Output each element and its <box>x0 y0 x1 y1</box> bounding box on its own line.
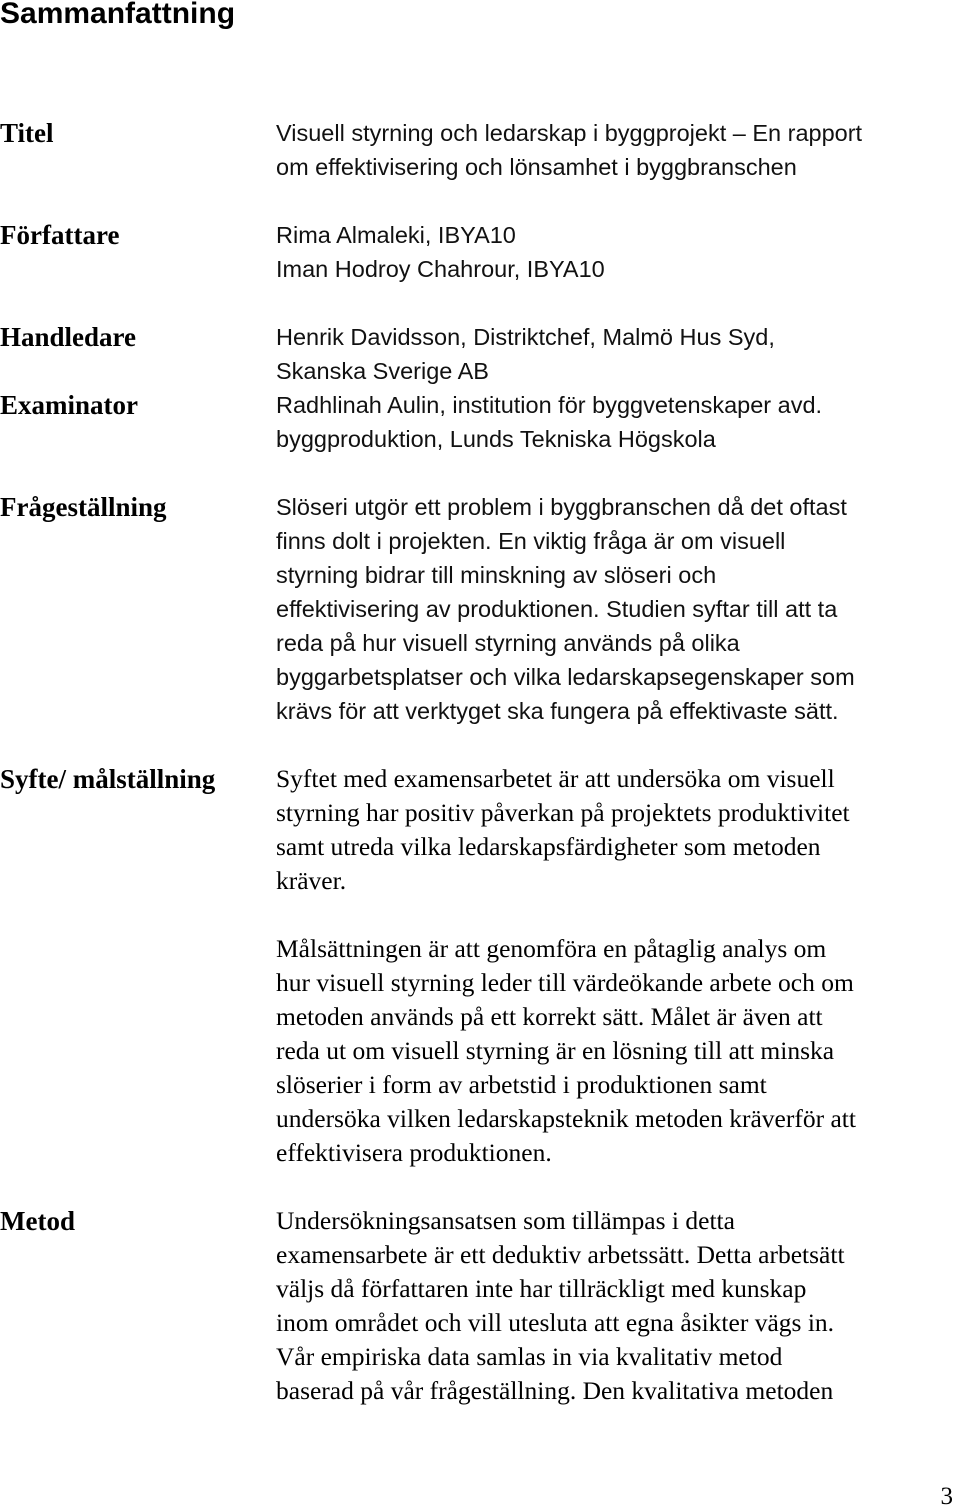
value-handledare <box>276 320 775 388</box>
value-metod <box>276 1204 845 1408</box>
value-fragestallning <box>276 490 855 728</box>
value-line: Radhlinah Aulin, institution för byggvetenskaper avd. <box>276 392 823 418</box>
value-line: Rima Almaleki, IBYA10 <box>276 222 516 248</box>
value-line: effektivisering av produktionen. Studien syftar till att ta <box>276 596 838 622</box>
label-forfattare: Författare <box>0 220 120 250</box>
value-line: Iman Hodroy Chahrour, IBYA10 <box>276 256 605 282</box>
value-line: Målsättningen är att genomföra en påtaglig analys om <box>276 934 827 963</box>
value-line: slöserier i form av arbetstid i produktionen samt <box>276 1070 767 1099</box>
value-line: samt utreda vilka ledarskapsfärdigheter som metoden <box>276 832 821 861</box>
value-line: Undersökningsansatsen som tillämpas i detta <box>276 1206 735 1235</box>
value-line: om effektivisering och lönsamhet i byggbranschen <box>276 154 797 180</box>
label-handledare: Handledare <box>0 322 137 352</box>
value-line: Slöseri utgör ett problem i byggbranschen då det oftast <box>276 494 847 520</box>
value-line: byggproduktion, Lunds Tekniska Högskola <box>276 426 716 452</box>
value-line: byggarbetsplatser och vilka ledarskapsegenskaper som <box>276 664 855 690</box>
value-line: examensarbete är ett deduktiv arbetssätt. Detta arbetsätt <box>276 1240 845 1269</box>
value-line: styrning har positiv påverkan på projektets produktivitet <box>276 798 850 827</box>
value-line: kräver. <box>276 866 347 895</box>
value-forfattare <box>276 218 605 286</box>
value-line: hur visuell styrning leder till värdeökande arbete och om <box>276 968 854 997</box>
value-titel <box>276 116 862 184</box>
value-syfte-paragraph-2 <box>276 932 856 1170</box>
value-line: metoden används på ett korrekt sätt. Målet är även att <box>276 1002 823 1031</box>
value-line: reda på hur visuell styrning används på olika <box>276 630 740 656</box>
value-syfte-paragraph-1 <box>276 762 850 898</box>
page-number: 3 <box>940 1483 953 1510</box>
page-heading: Sammanfattning <box>0 0 236 30</box>
label-fragestallning: Frågeställning <box>0 492 167 522</box>
value-line: krävs för att verktyget ska fungera på effektivaste sätt. <box>276 698 839 724</box>
value-line: Henrik Davidsson, Distriktchef, Malmö Hus Syd, <box>276 324 775 350</box>
label-examinator: Examinator <box>0 390 138 420</box>
value-line: Skanska Sverige AB <box>276 358 489 384</box>
value-examinator <box>276 388 822 456</box>
value-line: reda ut om visuell styrning är en lösning till att minska <box>276 1036 835 1065</box>
value-line: Vår empiriska data samlas in via kvalitativ metod <box>276 1342 783 1371</box>
label-titel: Titel <box>0 118 54 148</box>
value-line: undersöka vilken ledarskapsteknik metoden kräverför att <box>276 1104 856 1133</box>
value-line: effektivisera produktionen. <box>276 1138 552 1167</box>
value-line: styrning bidrar till minskning av slöseri och <box>276 562 717 588</box>
label-metod: Metod <box>0 1206 75 1236</box>
value-line: finns dolt i projekten. En viktig fråga är om visuell <box>276 528 786 554</box>
value-line: Syftet med examensarbetet är att undersöka om visuell <box>276 764 835 793</box>
value-line: inom området och vill utesluta att egna åsikter vägs in. <box>276 1308 835 1337</box>
value-line: Visuell styrning och ledarskap i byggprojekt – En rapport <box>276 120 863 146</box>
value-line: väljs då författaren inte har tillräckligt med kunskap <box>276 1274 807 1303</box>
label-syfte: Syfte/ målställning <box>0 764 216 794</box>
value-line: baserad på vår frågeställning. Den kvalitativa metoden <box>276 1376 834 1405</box>
